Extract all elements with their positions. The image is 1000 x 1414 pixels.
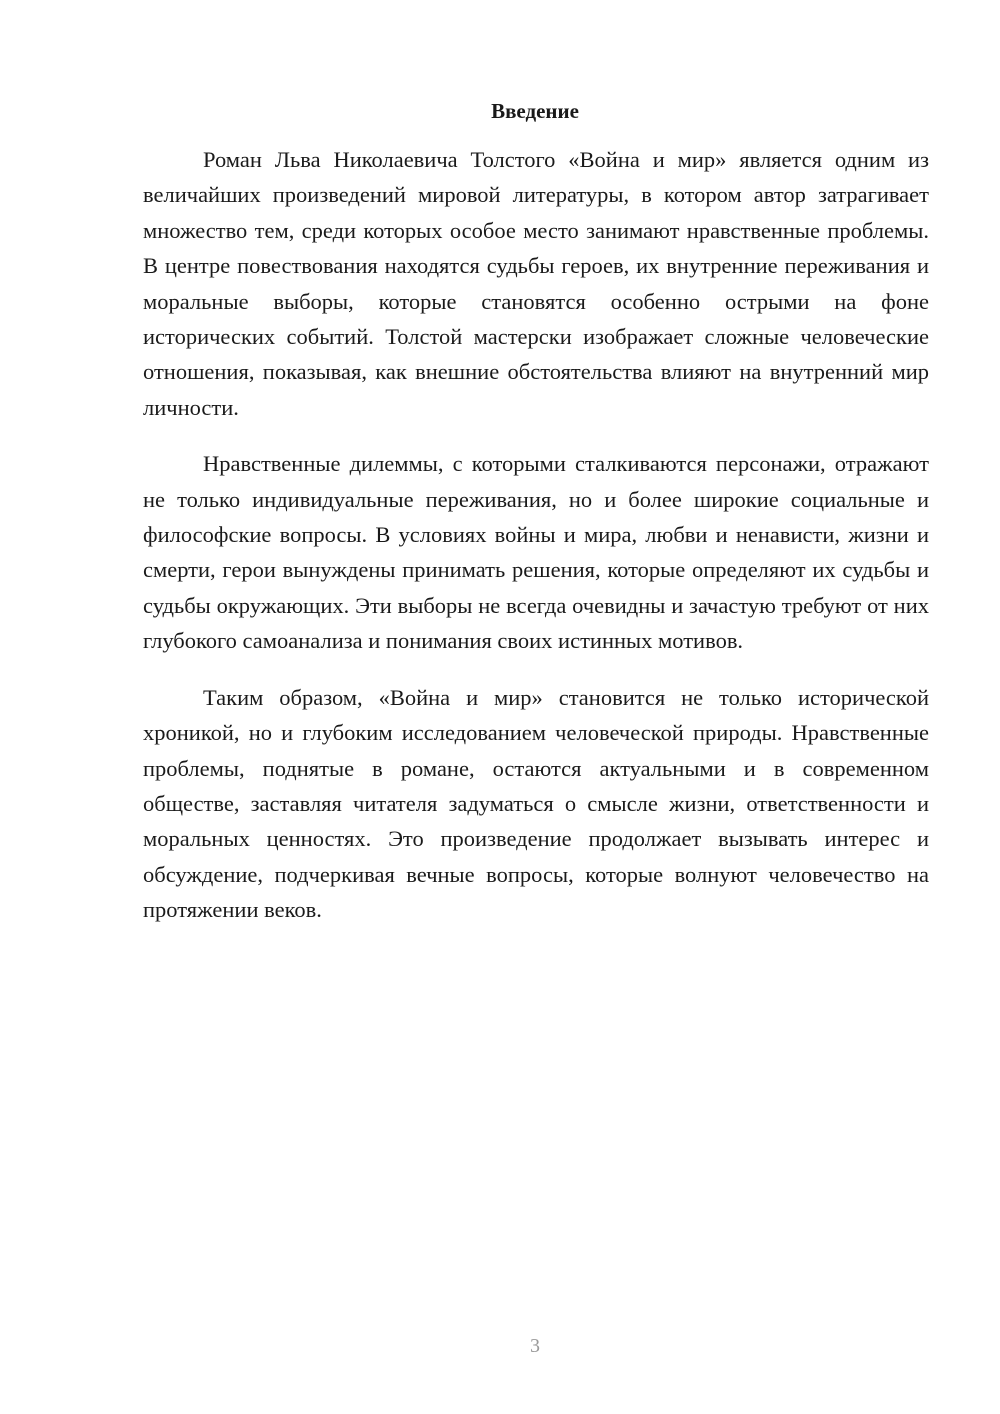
section-heading: Введение (491, 99, 579, 123)
paragraph-1: Роман Льва Николаевича Толстого «Война и мир» является одним из величайших произведений мировой литературы, в котором автор затрагивает множество тем, среди которых особое место занимают нравственные проблемы. В центре повествования находятся судьбы героев, их внутренние переживания и моральные выборы, которые становятся особенно острыми на фоне исторических событий. Толстой мастерски изображает сложные человеческие отношения, показывая, как внешние обстоятельства влияют на внутренний мир личности. (143, 147, 929, 420)
paragraph-2: Нравственные дилеммы, с которыми сталкиваются персонажи, отражают не только индивидуальные переживания, но и более широкие социальные и философские вопросы. В условиях войны и мира, любви и ненависти, жизни и смерти, герои вынуждены принимать решения, которые определяют их судьбы и судьбы окружающих. Эти выборы не всегда очевидны и зачастую требуют от них глубокого самоанализа и понимания своих истинных мотивов. (143, 451, 929, 654)
body-text (143, 142, 929, 949)
page-number: 3 (530, 1335, 540, 1357)
paragraph-3: Таким образом, «Война и мир» становится не только исторической хроникой, но и глубоким исследованием человеческой природы. Нравственные проблемы, поднятые в романе, остаются актуальными и в современном обществе, заставляя читателя задуматься о смысле жизни, ответственности и моральных ценностях. Это произведение продолжает вызывать интерес и обсуждение, подчеркивая вечные вопросы, которые волнуют человечество на протяжении веков. (143, 684, 929, 923)
